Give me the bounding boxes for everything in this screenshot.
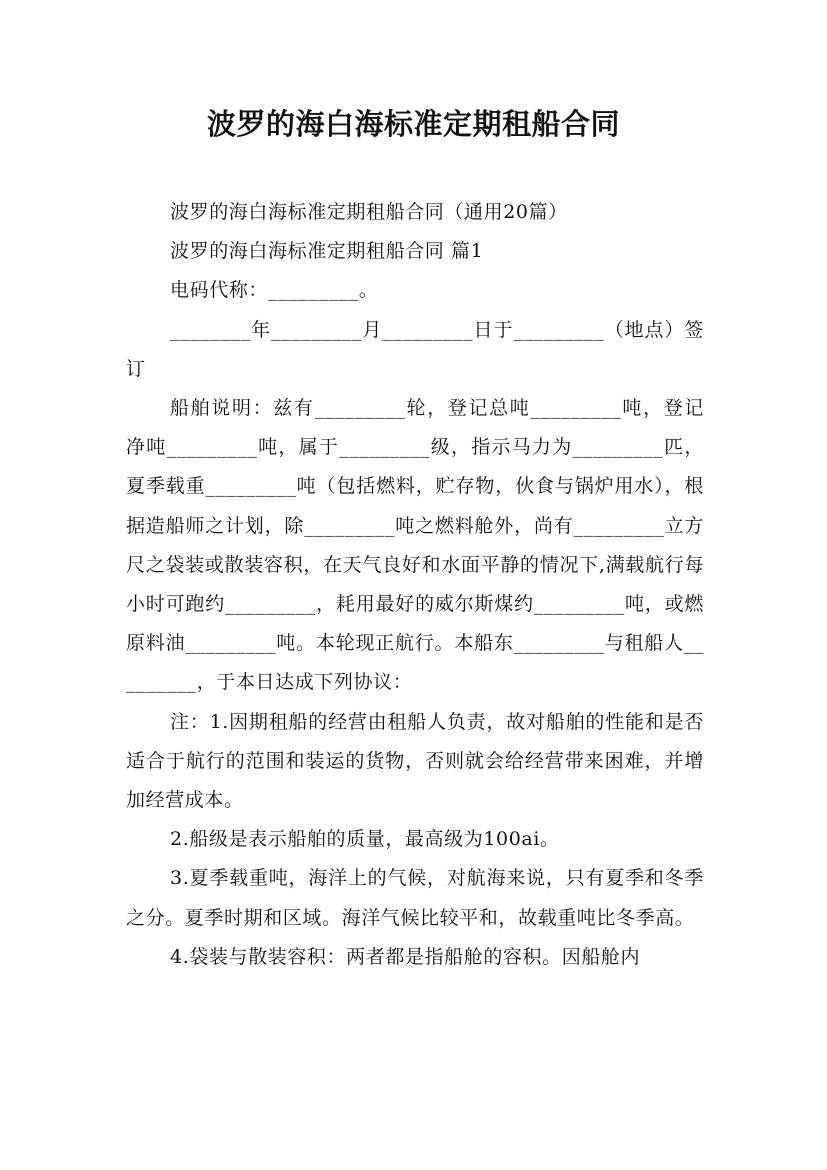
paragraph-signing-date-place: ________年_________月_________日于_________（地点）签订 xyxy=(126,318,704,380)
paragraph-note-1: 注：1.因期租船的经营由租船人负责，故对船舶的性能和是否适合于航行的范围和装运的货物，否则就会给经营带来困难，并增加经营成本。 xyxy=(126,710,704,812)
document-title: 波罗的海白海标准定期租船合同 xyxy=(206,107,620,141)
paragraph-subtitle: 波罗的海白海标准定期租船合同（通用20篇） xyxy=(170,201,568,223)
paragraph-note-3: 3.夏季载重吨，海洋上的气候，对航海来说，只有夏季和冬季之分。夏季时期和区域。海洋气候比较平和，故载重吨比冬季高。 xyxy=(126,867,704,929)
paragraph-telegraph-code: 电码代称：_________。 xyxy=(170,279,379,302)
paragraph-section-heading: 波罗的海白海标准定期租船合同 篇1 xyxy=(170,240,484,263)
paragraph-note-2: 2.船级是表示船舶的质量，最高级为100ai。 xyxy=(170,828,560,851)
paragraph-note-4: 4.袋装与散装容积：两者都是指船舱的容积。因船舱内 xyxy=(170,945,641,968)
paragraph-ship-description: 船舶说明：兹有_________轮，登记总吨_________吨，登记净吨_________吨，属于_________级，指示马力为_________匹，夏季载重_________吨（包括燃料，贮存物，伙食与锅炉用水），根据造船师之计划，除_________吨之燃料舱外，尚有_________立方尺之袋装或散装容积，在天气良好和水面平静的情况下,满载航行每小时可跑约_________，耗用最好的威尔斯煤约_________吨，或燃原料油_________吨。本轮现正航行。本船东_________与租船人_________，于本日达成下列协议： xyxy=(126,397,704,694)
document-body xyxy=(126,193,704,977)
